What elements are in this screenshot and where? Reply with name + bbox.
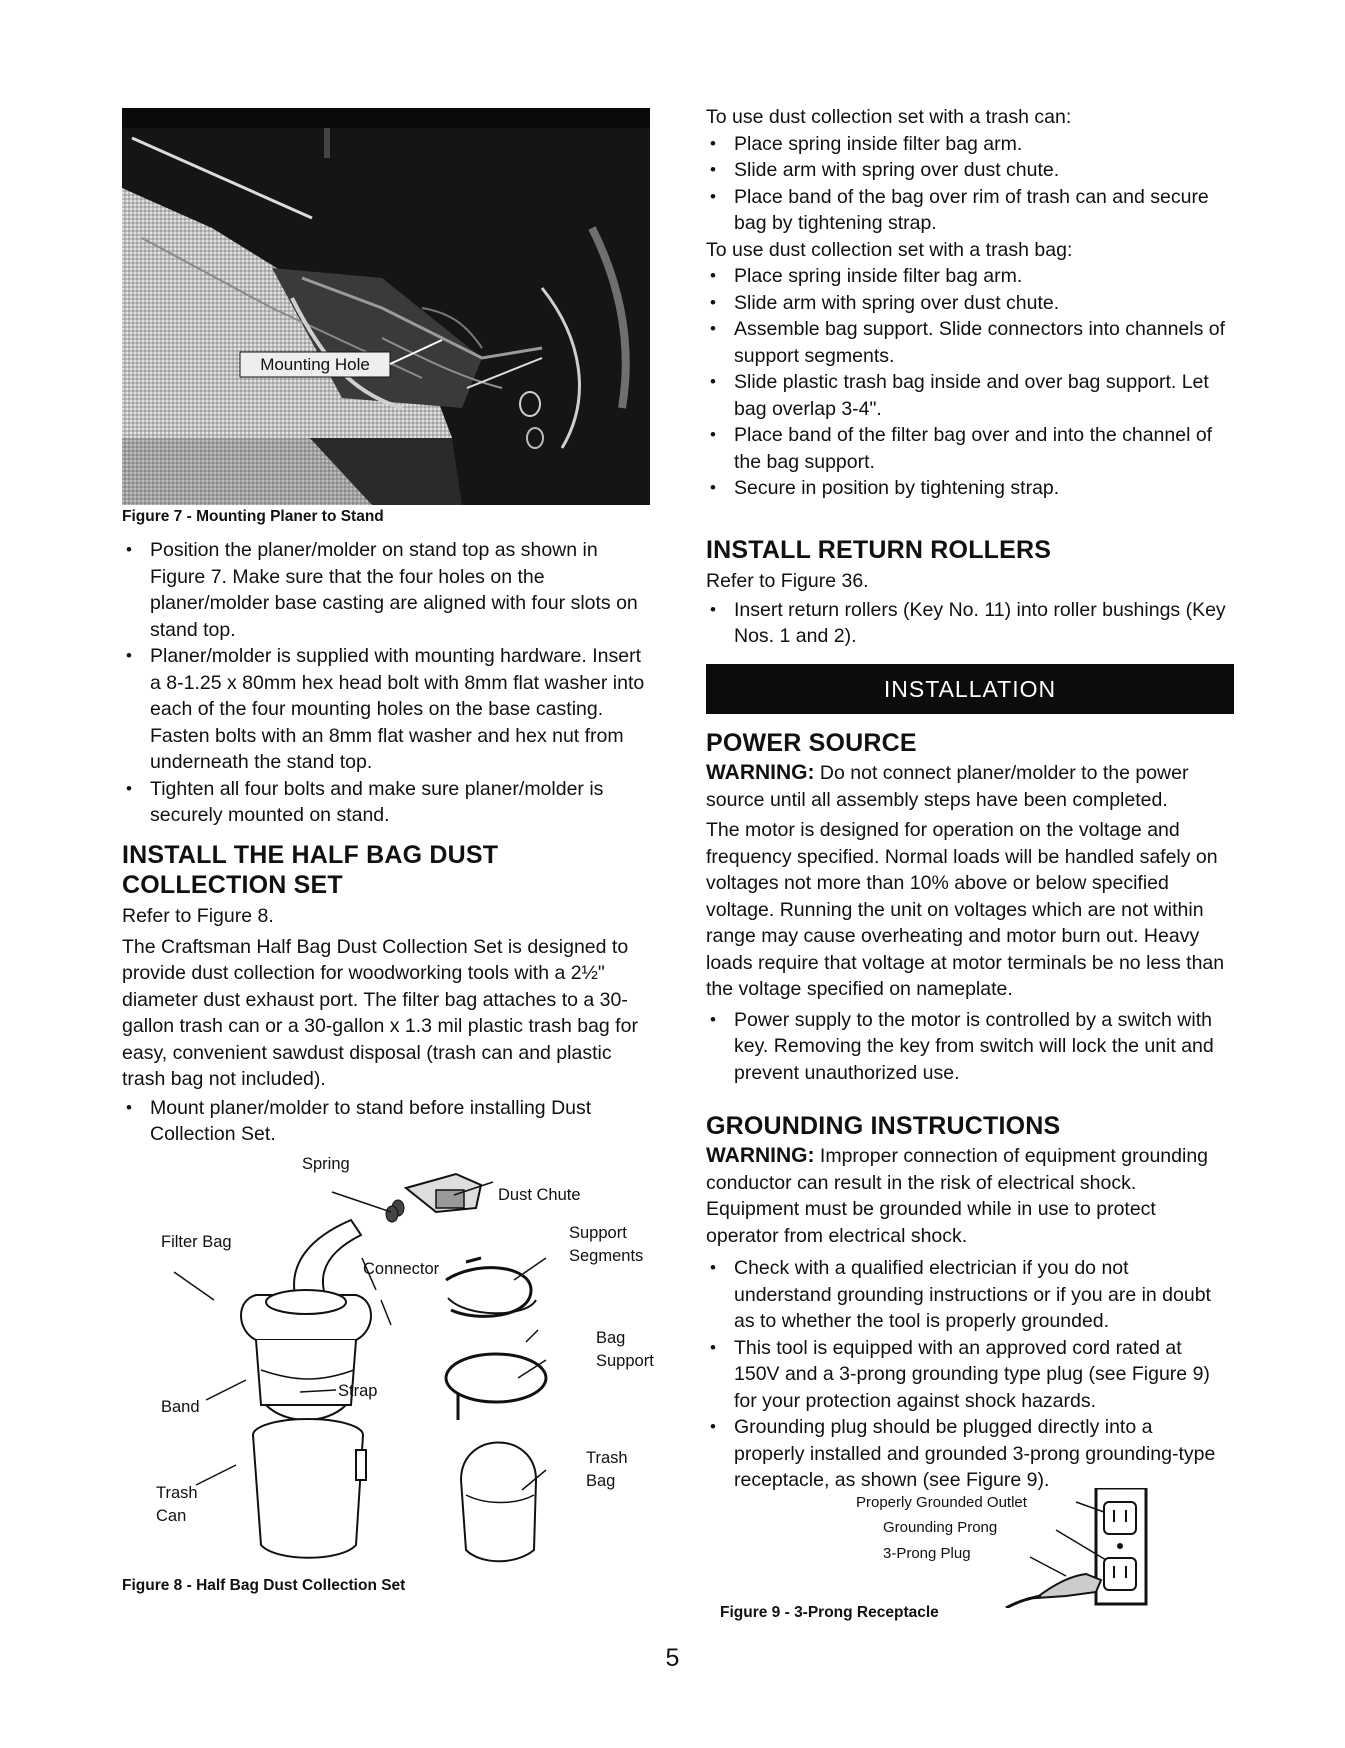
half-bag-section (122, 840, 654, 1148)
power-source-heading: POWER SOURCE (706, 729, 917, 757)
list-item: • This tool is equipped with an approved cord rated at 150V and a 3-prong grounding type plug (see Figure 9) for your protection against shock hazards. (706, 1335, 1226, 1415)
half-bag-heading-line-1: INSTALL THE HALF BAG DUST (122, 841, 499, 869)
trash-can-instructions (706, 104, 1226, 502)
planer-mounting-photo (122, 108, 650, 505)
power-warning-label: WARNING: (706, 761, 815, 784)
power-warning-text: Do not connect planer/molder to the power source until all assembly steps have been completed. (706, 762, 1189, 811)
label-support: Support (569, 1224, 627, 1242)
bag-support-icon (446, 1258, 546, 1420)
installation-banner: INSTALLATION (706, 664, 1234, 714)
list-item: • Grounding plug should be plugged directly into a properly installed and grounded 3-prong grounding-type receptacle, as shown (see Figure 9). (706, 1414, 1226, 1494)
figure-9-caption: Figure 9 - 3-Prong Receptacle (720, 1604, 939, 1621)
list-item: • Slide plastic trash bag inside and over bag support. Let bag overlap 3-4". (706, 369, 1226, 422)
trash-bag-intro: To use dust collection set with a trash bag: (706, 238, 1073, 261)
plug-icon (1006, 1574, 1101, 1608)
label-dust-chute: Dust Chute (498, 1186, 581, 1204)
half-bag-body: The Craftsman Half Bag Dust Collection Set is designed to provide dust collection for woodworking tools with a 2½" diameter dust exhaust port. The filter bag attaches to a 30-gallon trash can or a 30-gallon x 1.3 mil plastic trash bag for easy, convenient sawdust disposal (trash can and plastic trash bag not included). (122, 935, 638, 1090)
list-item: • Position the planer/molder on stand top as shown in Figure 7. Make sure that the four holes on the planer/molder base casting are aligned with four slots on stand top. (122, 537, 654, 643)
trash-can-intro: To use dust collection set with a trash can: (706, 106, 1072, 128)
list-item: • Power supply to the motor is controlled by a switch with key. Removing the key from switch will lock the unit and prevent unauthorized use. (706, 1007, 1226, 1087)
list-item: • Place band of the filter bag over and into the channel of the bag support. (706, 422, 1226, 475)
list-item: • Slide arm with spring over dust chute. (706, 290, 1226, 317)
label-segments: Segments (569, 1247, 644, 1265)
figure-7-photo (122, 108, 650, 505)
list-item: • Planer/molder is supplied with mounting hardware. Insert a 8-1.25 x 80mm hex head bolt with 8mm flat washer into each of the four mounting holes on the base casting. Fasten bolts with an 8mm flat washer and hex nut from underneath the stand top. (122, 643, 654, 776)
list-item: • Place spring inside filter bag arm. (706, 131, 1226, 158)
list-item: • Assemble bag support. Slide connectors into channels of support segments. (706, 316, 1226, 369)
list-item: • Check with a qualified electrician if you do not understand grounding instructions or if you are in doubt as to whether the tool is properly grounded. (706, 1255, 1226, 1335)
list-item: • Tighten all four bolts and make sure planer/molder is securely mounted on stand. (122, 776, 654, 829)
mounting-hole-label: Mounting Hole (260, 355, 370, 374)
label-spring: Spring (302, 1155, 350, 1173)
label-bag-support: Support (596, 1352, 654, 1370)
label-trash-bag-1: Trash (586, 1449, 628, 1467)
list-item: • Place band of the bag over rim of trash can and secure bag by tightening strap. (706, 184, 1226, 237)
list-item: • Insert return rollers (Key No. 11) into roller bushings (Key Nos. 1 and 2). (706, 597, 1226, 650)
label-strap: Strap (338, 1382, 378, 1400)
figure-8-caption: Figure 8 - Half Bag Dust Collection Set (122, 1577, 406, 1594)
label-trash-can-1: Trash (156, 1484, 198, 1502)
trash-bag-icon (461, 1443, 536, 1562)
return-rollers-heading: INSTALL RETURN ROLLERS (706, 536, 1052, 564)
trash-bag-bullet-list (706, 263, 1226, 502)
grounding-bullet-list (706, 1255, 1226, 1494)
label-connector: Connector (363, 1260, 440, 1278)
label-bag: Bag (596, 1329, 626, 1347)
mounting-bullet-list (122, 537, 654, 829)
label-trash-can-2: Can (156, 1507, 187, 1525)
label-3-prong-plug: 3-Prong Plug (883, 1545, 971, 1562)
power-source-section (706, 728, 1226, 1086)
label-filter-bag: Filter Bag (161, 1233, 232, 1251)
power-source-body: The motor is designed for operation on the voltage and frequency specified. Normal loads will be handled safely on voltages not more than 10% above or below specified voltage. Running the unit on voltages which are not within range may cause overheating and motor burn out. Heavy loads require that voltage at motor terminals be no less than the voltage specified on nameplate. (706, 819, 1225, 1000)
half-bag-bullet-list (122, 1095, 654, 1148)
figure-8-diagram (136, 1150, 656, 1580)
page-number: 5 (665, 1644, 680, 1672)
grounding-warning-text: Improper connection of equipment grounding conductor can result in the risk of electrical shock. Equipment must be grounded while in use to protect operator from electrical shock. (706, 1145, 1209, 1247)
return-rollers-section (706, 535, 1226, 650)
label-grounding-prong: Grounding Prong (883, 1519, 998, 1536)
list-item: • Mount planer/molder to stand before installing Dust Collection Set. (122, 1095, 654, 1148)
grounding-heading: GROUNDING INSTRUCTIONS (706, 1112, 1061, 1140)
list-item: • Slide arm with spring over dust chute. (706, 157, 1226, 184)
grounding-section (706, 1111, 1226, 1494)
list-item: • Secure in position by tightening strap. (706, 475, 1226, 502)
outlet-icon (1096, 1488, 1146, 1604)
list-item: • Place spring inside filter bag arm. (706, 263, 1226, 290)
dust-chute-icon (406, 1174, 481, 1212)
half-bag-heading-line-2: COLLECTION SET (122, 871, 343, 899)
power-source-bullet-list (706, 1007, 1226, 1087)
figure-9-diagram (766, 1488, 1166, 1608)
half-bag-refer: Refer to Figure 8. (122, 905, 274, 927)
label-trash-bag-2: Bag (586, 1472, 616, 1490)
return-rollers-bullet-list (706, 597, 1226, 650)
trash-can-bullet-list (706, 131, 1226, 237)
label-band: Band (161, 1398, 200, 1416)
grounding-warning-label: WARNING: (706, 1144, 815, 1167)
label-grounded-outlet: Properly Grounded Outlet (856, 1494, 1027, 1511)
figure-7-caption: Figure 7 - Mounting Planer to Stand (122, 508, 384, 525)
return-rollers-refer: Refer to Figure 36. (706, 570, 869, 592)
